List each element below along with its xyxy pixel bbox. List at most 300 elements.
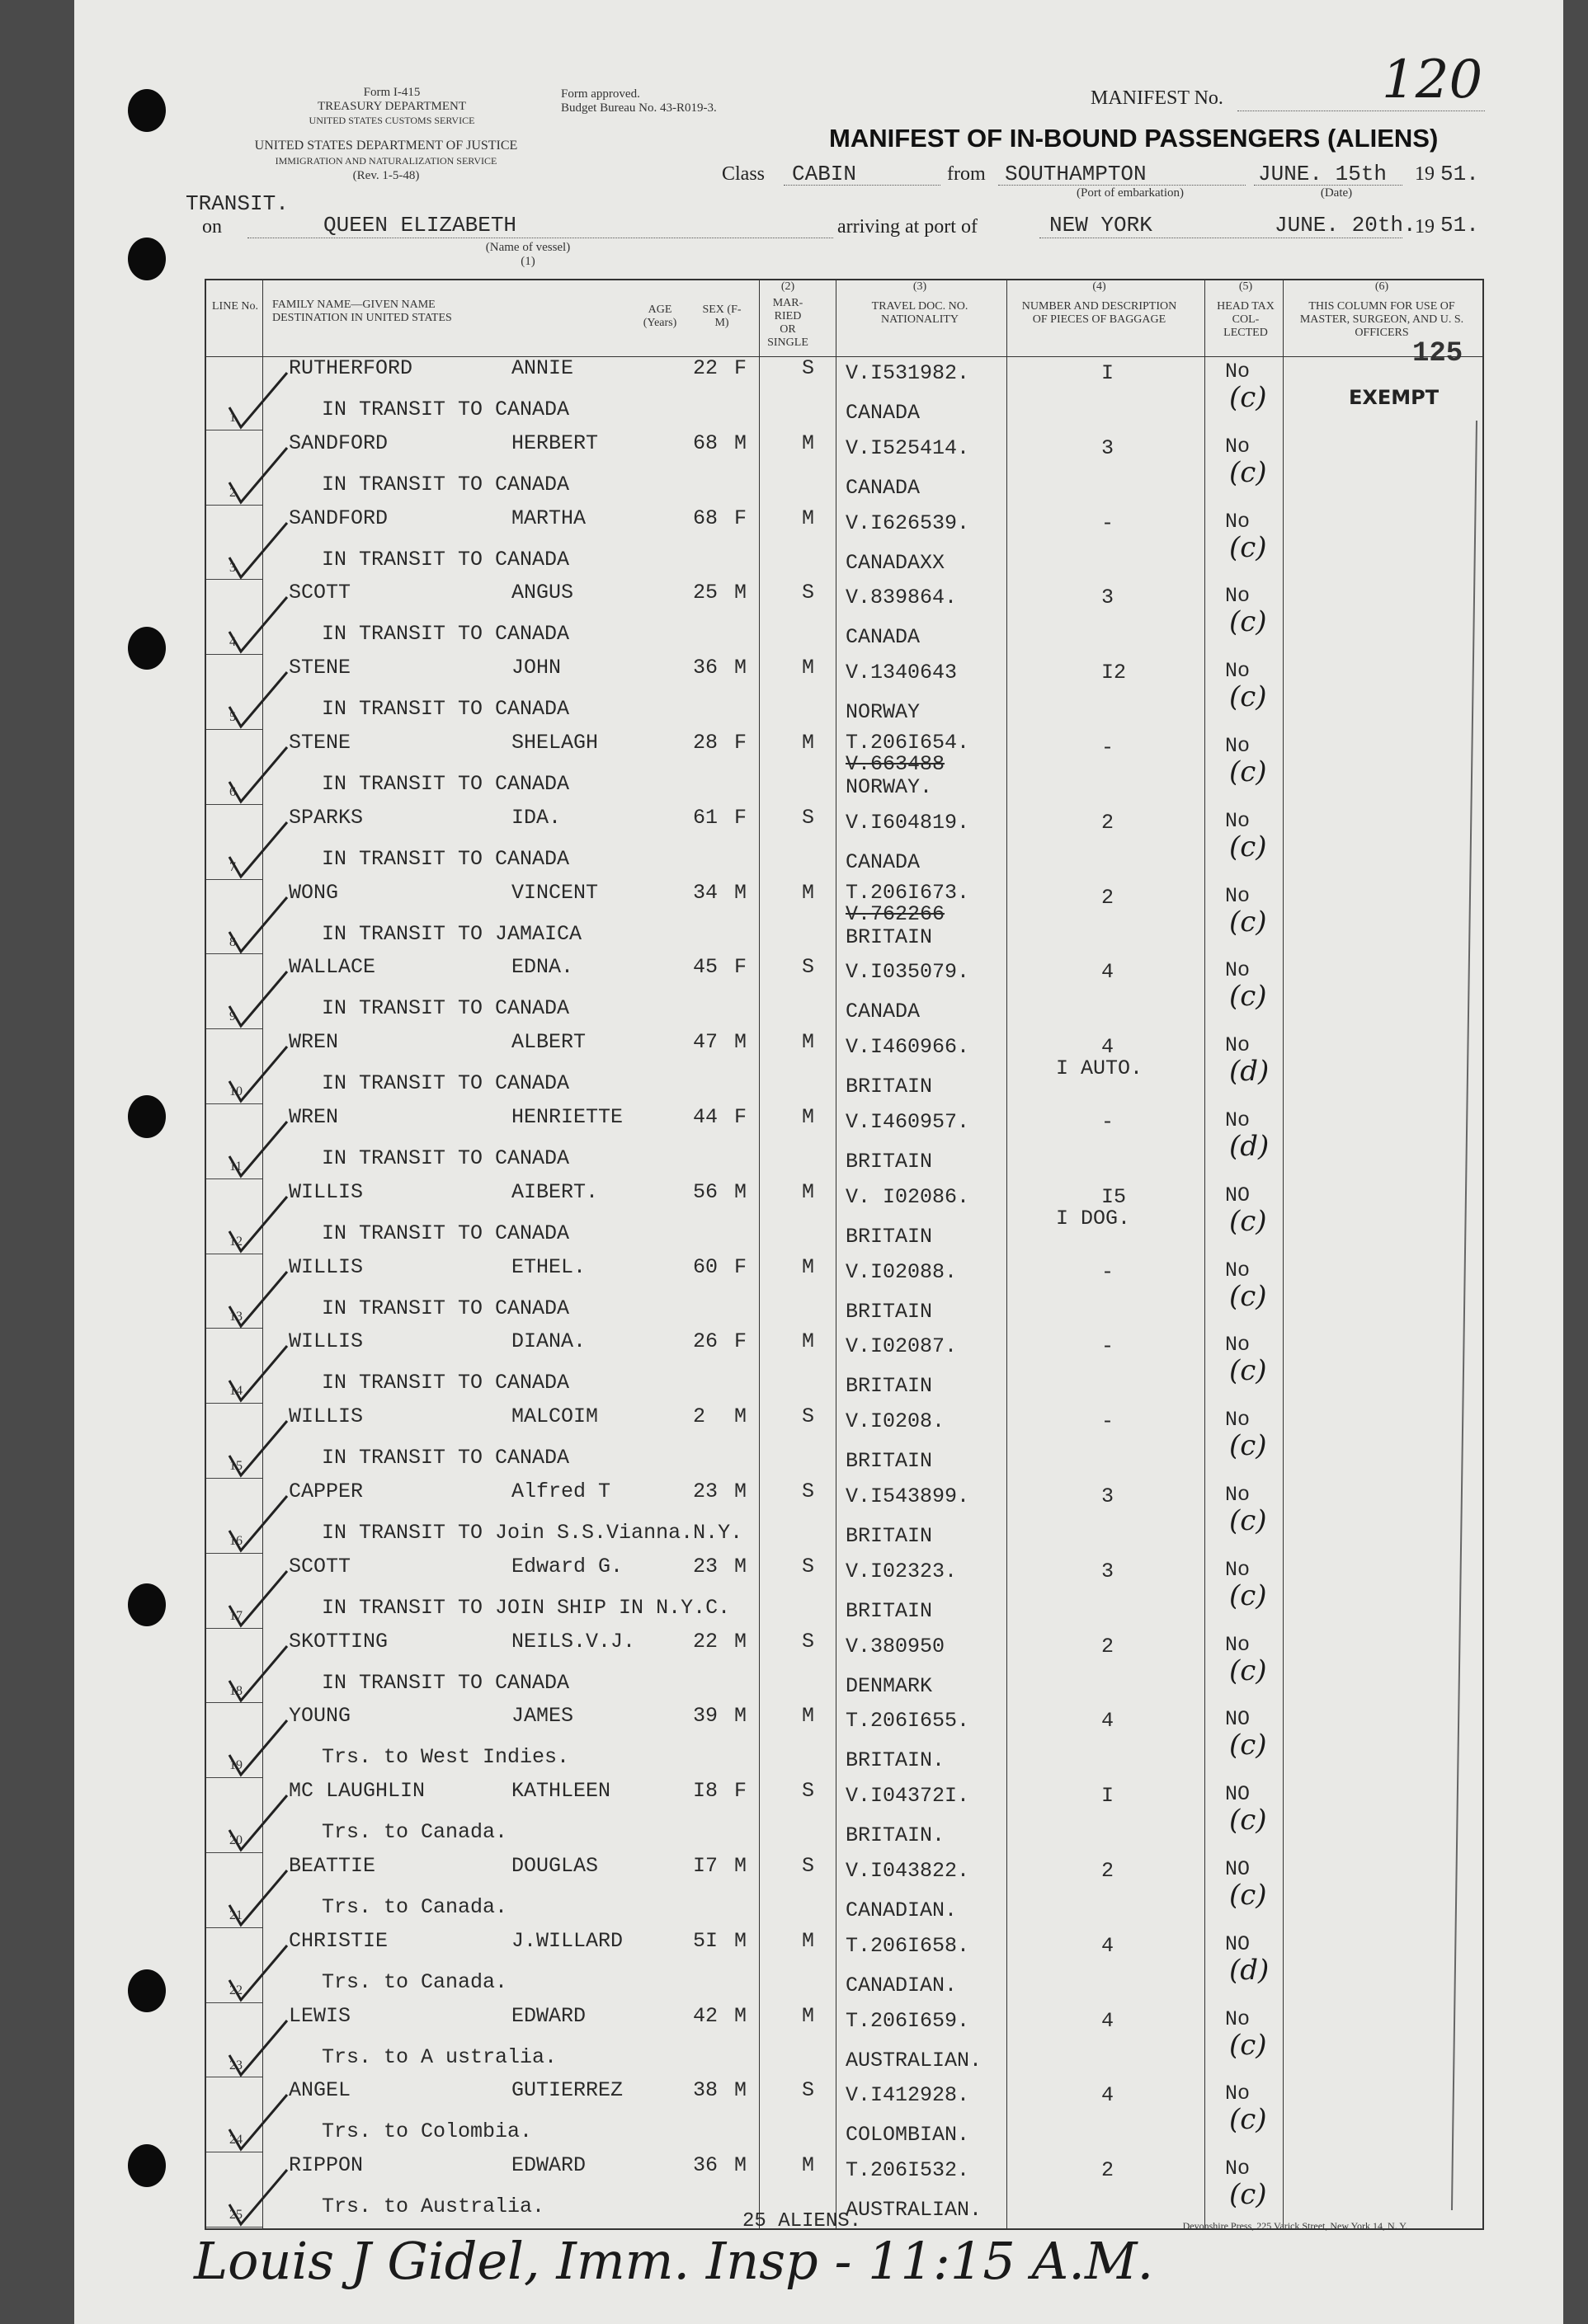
family-name: WREN [289,1105,339,1129]
sex: M [734,581,747,605]
check-mark-icon [223,2012,297,2086]
nationality: DENMARK [846,1673,933,1698]
departure-date: JUNE. 15th [1258,162,1388,186]
head-tax: No [1225,659,1251,684]
age: I7 [693,1854,719,1878]
binder-hole [128,2144,166,2187]
header-married-text: MAR-RIED OR SINGLE [767,297,808,349]
baggage-count: 2 [1101,810,1114,835]
inspector-signature: Louis J Gidel, Imm. Insp - 11:15 A.M. [194,2231,1154,2291]
age: 22 [693,1629,719,1654]
officer-mark: (d) [1229,1130,1270,1163]
baggage-count: 4 [1101,2008,1114,2033]
check-mark-icon [223,1038,297,1113]
head-tax: No [1225,883,1251,908]
table-row [206,1255,1482,1330]
check-mark-icon [223,1563,297,1637]
table-row [206,2078,1482,2153]
sex: F [734,1779,747,1804]
customs-service: UNITED STATES CUSTOMS SERVICE [309,115,475,126]
age: 61 [693,805,719,830]
table-row [206,1180,1482,1255]
age: 36 [693,656,719,680]
family-name: YOUNG [289,1704,351,1729]
officer-mark: (c) [1229,2178,1267,2212]
given-name: EDWARD [511,2003,587,2028]
officer-mark: (c) [1229,1504,1267,1537]
destination: Trs. to Australia. [322,2195,545,2219]
given-name: JOHN [511,656,562,680]
check-mark-icon [223,1638,297,1712]
given-name: EDWARD [511,2153,587,2178]
header-destination: DESTINATION IN UNITED STATES [272,312,452,324]
officer-mark: (d) [1229,1055,1270,1089]
table-row [206,506,1482,581]
line-number: 24 [229,2133,243,2148]
table-row [206,1555,1482,1630]
given-name: J.WILLARD [511,1928,624,1953]
check-mark-icon [223,963,297,1037]
destination: IN TRANSIT TO Join S.S.Vianna.N.Y. [322,1521,743,1545]
line-number: 22 [229,1983,243,1997]
baggage-count: 4 [1101,2083,1114,2108]
nationality: BRITAIN [846,1449,933,1474]
sex: F [734,805,747,830]
nationality: COLOMBIAN. [846,2123,970,2148]
header-baggage [1015,280,1184,327]
sex: M [734,1030,747,1055]
check-mark-icon [223,814,297,888]
age: 47 [693,1030,719,1055]
officer-mark: (d) [1229,1953,1270,1987]
table-row [206,2004,1482,2079]
nationality: NORWAY. [846,775,933,799]
line-number: 5 [229,710,236,725]
table-row [206,806,1482,881]
nationality: BRITAIN [846,1150,933,1174]
officer-mark: (c) [1229,680,1267,714]
head-tax: No [1225,1108,1251,1132]
baggage-count: I2 [1101,661,1127,685]
line-number: 13 [229,1309,243,1324]
table-row [206,1704,1482,1779]
head-tax: No [1225,434,1251,459]
transit-label: TRANSIT. [186,191,289,216]
line-number: 15 [229,1459,243,1474]
baggage-count: 3 [1101,1559,1114,1583]
given-name: EDNA. [511,955,574,980]
travel-doc-number: V.I04372I. [846,1784,970,1809]
class-label: Class [722,163,766,185]
header-col6: (6) [1374,280,1389,293]
marital-status: S [802,1554,815,1578]
marital-status: M [802,880,815,905]
destination: IN TRANSIT TO CANADA [322,472,570,496]
head-tax: No [1225,1483,1251,1507]
officer-mark: (c) [1229,1429,1267,1463]
family-name: LEWIS [289,2003,351,2028]
check-mark-icon [223,1263,297,1338]
travel-doc-number: T.206I655. [846,1709,970,1734]
marital-status: S [802,581,815,605]
vessel-caption: (Name of vessel) [485,241,571,254]
travel-doc-number: T.206I532. [846,2158,970,2183]
ins-service: IMMIGRATION AND NATURALIZATION SERVICE [275,155,497,167]
travel-doc-number: V.I460966. [846,1035,970,1060]
nationality: CANADA [846,401,921,425]
check-mark-icon [223,889,297,963]
form-header-left [297,86,487,128]
baggage-count: I [1101,361,1114,385]
line-number: 17 [229,1608,243,1623]
vessel-name: QUEEN ELIZABETH [323,213,517,238]
line-number: 16 [229,1534,243,1548]
arriving-label: arriving at port of [837,216,978,238]
officer-mark: (c) [1229,1204,1267,1238]
sex: M [734,1928,747,1953]
sex: M [734,1854,747,1878]
header-head-tax-text: HEAD TAX COL-LECTED [1217,300,1275,339]
family-name: STENE [289,731,351,755]
destination: IN TRANSIT TO CANADA [322,547,570,572]
binder-hole [128,627,166,670]
age: 34 [693,880,719,905]
aliens-total: 25 ALIENS. [742,2210,862,2232]
page-title: MANIFEST OF IN-BOUND PASSENGERS (ALIENS) [829,124,1439,153]
nationality: BRITAIN [846,1224,933,1249]
family-name: SANDFORD [289,430,389,455]
header-family-name: FAMILY NAME—GIVEN NAME [272,299,436,311]
age: 25 [693,581,719,605]
given-name: MARTHA [511,506,587,530]
officer-mark: (c) [1229,455,1267,489]
line-number: 6 [229,785,236,799]
arrival-date: JUNE. 20th. [1275,213,1416,238]
given-name: ALBERT [511,1030,587,1055]
travel-doc-struck: V.663488 [846,752,945,776]
marital-status: S [802,1854,815,1878]
manifest-number: 120 [1382,49,1483,111]
line-number: 23 [229,2058,243,2072]
destination: IN TRANSIT TO CANADA [322,1446,570,1470]
family-name: SCOTT [289,1554,351,1578]
header-line-no: LINE No. [212,300,258,313]
travel-doc-number: V.I626539. [846,510,970,535]
justice-department: UNITED STATES DEPARTMENT OF JUSTICE [254,139,518,153]
baggage-count: 2 [1101,1859,1114,1883]
officer-mark: (c) [1229,905,1267,939]
age: 28 [693,731,719,755]
port-of-embarkation: SOUTHAMPTON [1005,162,1147,186]
age: 68 [693,506,719,530]
header-officers-text: THIS COLUMN FOR USE OF MASTER, SURGEON, AND U. S. OFFICERS [1299,300,1464,339]
baggage-description: I DOG. [1056,1206,1131,1230]
travel-doc-number: V. I02086. [846,1184,970,1209]
officer-mark: (c) [1229,530,1267,564]
binder-hole [128,1969,166,2012]
baggage-count: - [1101,1259,1114,1284]
officer-mark: (c) [1229,1654,1267,1687]
age: 2 [693,1404,706,1429]
header-col4: (4) [1092,280,1106,293]
given-name: Alfred T [511,1480,611,1503]
nationality: NORWAY [846,700,921,725]
age: 23 [693,1480,719,1503]
line-number: 7 [229,859,236,874]
check-mark-icon [223,589,297,663]
table-row [206,881,1482,956]
sex: M [734,1554,747,1578]
nationality: CANADIAN. [846,1898,958,1922]
header-baggage-text: NUMBER AND DESCRIPTION OF PIECES OF BAGGAGE [1021,300,1177,326]
check-mark-icon [223,1787,297,1861]
travel-doc-number: T.206I673. [846,880,970,905]
nationality: BRITAIN [846,1374,933,1399]
travel-doc-number: V.I531982. [846,361,970,385]
destination: IN TRANSIT TO CANADA [322,1146,570,1170]
nationality: BRITAIN [846,924,933,949]
line-number: 25 [229,2208,243,2223]
sex: M [734,1404,747,1429]
sex: M [734,2003,747,2028]
head-tax: NO [1225,1931,1251,1956]
head-tax: No [1225,2082,1251,2106]
given-name: KATHLEEN [511,1779,611,1804]
header-sex: SEX (F-M) [702,303,742,329]
officer-mark: (c) [1229,1804,1267,1837]
officer-mark: (c) [1229,605,1267,639]
given-name: DIANA. [511,1329,587,1354]
officer-mark: (c) [1229,2103,1267,2137]
manifest-label: MANIFEST No. [1091,87,1223,109]
destination: IN TRANSIT TO CANADA [322,1296,570,1320]
nationality: BRITAIN [846,1598,933,1623]
family-name: SANDFORD [289,506,389,530]
sex: F [734,356,747,380]
nationality: CANADA [846,475,921,500]
officer-mark: (c) [1229,1879,1267,1912]
travel-doc-number: V.I043822. [846,1859,970,1883]
sex: M [734,880,747,905]
header-head-tax [1217,280,1275,340]
table-row [206,955,1482,1030]
travel-doc-number: T.206I659. [846,2008,970,2033]
nationality: BRITAIN [846,1299,933,1324]
header-col3: (3) [912,280,927,293]
table-row [206,1329,1482,1404]
line-number: 1 [229,411,236,425]
check-mark-icon [223,365,297,439]
destination: IN TRANSIT TO CANADA [322,996,570,1021]
given-name: GUTIERREZ [511,2078,624,2103]
travel-doc-number: V.I543899. [846,1484,970,1508]
check-mark-icon [223,1937,297,2011]
passenger-table [205,279,1484,2230]
depart-year-prefix: 19 [1415,163,1435,185]
sex: M [734,1179,747,1204]
destination: IN TRANSIT TO CANADA [322,697,570,722]
head-tax: No [1225,2157,1251,2181]
travel-doc-number: V.I035079. [846,960,970,985]
given-name: HERBERT [511,430,599,455]
line-number: 9 [229,1009,236,1024]
destination: IN TRANSIT TO CANADA [322,1071,570,1096]
check-mark-icon [223,1338,297,1412]
check-mark-icon [223,1113,297,1188]
baggage-count: 4 [1101,1035,1114,1060]
table-row [206,581,1482,656]
baggage-count: 2 [1101,2158,1114,2183]
sex: M [734,2078,747,2103]
line-number: 14 [229,1384,243,1399]
binder-hole [128,1095,166,1138]
given-name: JAMES [511,1704,574,1729]
pencil-line [1328,404,1493,2251]
marital-status: M [802,1928,815,1953]
on-label: on [202,216,222,238]
officer-mark: (c) [1229,1354,1267,1388]
date-caption: (Date) [1320,186,1353,200]
baggage-count: 3 [1101,1484,1114,1508]
date-line [1254,185,1402,186]
destination: Trs. to West Indies. [322,1745,570,1770]
line-number: 4 [229,635,236,650]
marital-status: S [802,1629,815,1654]
class-line [784,185,940,186]
header-col2: (2) [780,280,795,293]
family-name: WILLIS [289,1329,364,1354]
marital-status: M [802,656,815,680]
nationality: CANADA [846,849,921,874]
binder-hole [128,1583,166,1626]
given-name: HENRIETTE [511,1105,624,1129]
check-mark-icon [223,1862,297,1936]
destination: IN TRANSIT TO CANADA [322,772,570,796]
from-line [998,185,1246,186]
head-tax: NO [1225,1707,1251,1732]
sex: F [734,731,747,755]
travel-doc-number: V.I02087. [846,1334,958,1359]
class-value: CABIN [792,162,857,186]
age: 45 [693,955,719,980]
table-row [206,656,1482,731]
age: 26 [693,1329,719,1354]
destination: IN TRANSIT TO JAMAICA [322,921,582,946]
travel-doc-number: V.I604819. [846,810,970,835]
table-row [206,1854,1482,1929]
family-name: BEATTIE [289,1854,376,1878]
check-mark-icon [223,664,297,738]
nationality: CANADIAN. [846,1973,958,1997]
nationality: BRITAIN [846,1075,933,1099]
given-name: IDA. [511,805,562,830]
header-travel-doc [837,280,1002,327]
nationality: BRITAIN. [846,1823,945,1848]
destination: IN TRANSIT TO JOIN SHIP IN N.Y.C. [322,1595,731,1620]
destination: IN TRANSIT TO CANADA [322,846,570,871]
head-tax: NO [1225,1782,1251,1807]
head-tax: No [1225,1033,1251,1058]
check-mark-icon [223,2162,297,2236]
destination: Trs. to Canada. [322,1895,508,1919]
arrival-port: NEW YORK [1049,213,1152,238]
sex: F [734,1254,747,1279]
head-tax: No [1225,360,1251,383]
given-name: SHELAGH [511,731,599,755]
given-name: ETHEL. [511,1254,587,1279]
vessel-col-number: (1) [521,255,535,268]
line-number: 11 [229,1160,243,1174]
age: I8 [693,1779,719,1804]
table-row [206,356,1482,431]
head-tax: NO [1225,1183,1251,1207]
destination: IN TRANSIT TO CANADA [322,622,570,647]
marital-status: M [802,1179,815,1204]
head-tax: No [1225,2006,1251,2031]
given-name: NEILS.V.J. [511,1629,636,1654]
baggage-count: I [1101,1784,1114,1809]
form-revision: (Rev. 1-5-48) [352,169,420,182]
travel-doc-number: V.I412928. [846,2083,970,2108]
travel-doc-number: V.I525414. [846,435,970,460]
line-number: 12 [229,1234,243,1249]
family-name: WREN [289,1030,339,1055]
travel-doc-number: V.839864. [846,586,958,610]
destination: Trs. to Canada. [322,1820,508,1845]
from-label: from [947,163,986,185]
check-mark-icon [223,1488,297,1562]
check-mark-icon [223,515,297,589]
sex: F [734,1329,747,1354]
port-caption: (Port of embarkation) [1077,186,1184,200]
travel-doc-number: V.I0208. [846,1409,945,1434]
family-name: SPARKS [289,805,364,830]
nationality: CANADAXX [846,550,945,575]
marital-status: S [802,1480,815,1503]
marital-status: S [802,1779,815,1804]
baggage-count: 4 [1101,1709,1114,1734]
destination: IN TRANSIT TO CANADA [322,1670,570,1695]
nationality: CANADA [846,1000,921,1024]
officer-mark: (c) [1229,381,1267,414]
family-name: RUTHERFORD [289,356,413,380]
travel-doc-number: V.1340643 [846,661,958,685]
check-mark-icon [223,1413,297,1487]
marital-status: M [802,1329,815,1354]
form-approved: Form approved. [561,87,640,101]
baggage-count: I5 [1101,1184,1127,1209]
sex: M [734,2153,747,2178]
baggage-count: - [1101,510,1114,535]
header-married [767,280,808,350]
marital-status: M [802,1105,815,1129]
budget-bureau: Budget Bureau No. 43-R019-3. [561,101,717,115]
age: 22 [693,356,719,380]
age: 39 [693,1704,719,1729]
marital-status: S [802,1404,815,1429]
marital-status: M [802,731,815,755]
exempt-stamp: EXEMPT [1349,386,1440,409]
head-tax: No [1225,958,1251,983]
header-col5: (5) [1238,280,1253,293]
family-name: WALLACE [289,955,376,980]
head-tax: No [1225,734,1251,758]
head-tax: No [1225,808,1251,833]
marital-status: M [802,506,815,530]
sex: M [734,1480,747,1503]
family-name: STENE [289,656,351,680]
baggage-count: - [1101,1334,1114,1359]
